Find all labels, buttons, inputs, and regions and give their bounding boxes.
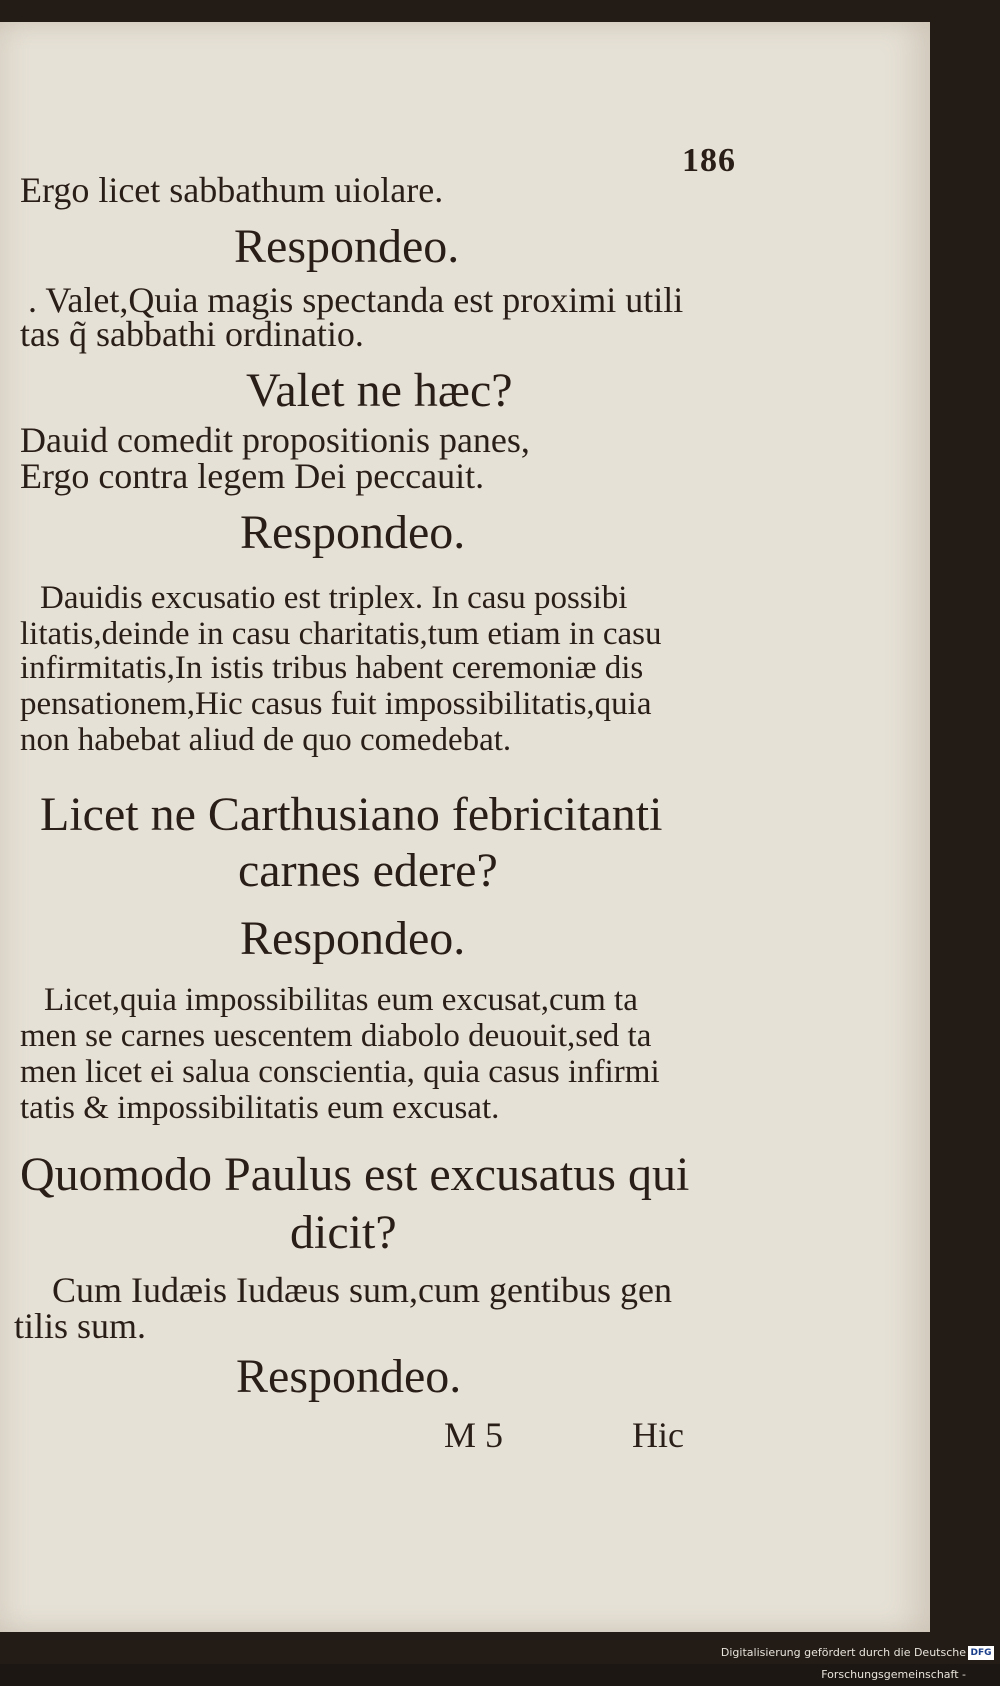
section-heading: carnes edere?	[238, 844, 498, 897]
text-line: Licet,quia impossibilitas eum excusat,cum ta	[44, 982, 638, 1018]
section-heading: Licet ne Carthusiano febricitanti	[40, 788, 663, 841]
text-line: Dauidis excusatio est triplex. In casu possibi	[40, 580, 628, 616]
text-line: Cum Iudæis Iudæus sum,cum gentibus gen	[52, 1270, 672, 1310]
signature-mark: M 5	[444, 1415, 504, 1455]
text-line: infirmitatis,In istis tribus habent ceremoniæ dis	[20, 650, 644, 686]
book-page	[0, 22, 930, 1632]
digitization-credit: Digitalisierung gefördert durch die Deutsche Forschungsgemeinschaft -	[720, 1646, 966, 1681]
text-line: non habebat aliud de quo comedebat.	[20, 722, 512, 758]
catchword: Hic	[632, 1415, 684, 1455]
section-heading: Respondeo.	[240, 912, 466, 965]
section-heading: Respondeo.	[236, 1350, 462, 1403]
text-line: Ergo licet sabbathum uiolare.	[20, 170, 444, 210]
section-heading: Respondeo.	[240, 506, 466, 559]
text-line: men se carnes uescentem diabolo deuouit,sed ta	[20, 1018, 652, 1054]
page-number: 186	[682, 142, 736, 179]
section-heading: dicit?	[290, 1206, 397, 1259]
text-line: tatis & impossibilitatis eum excusat.	[20, 1090, 500, 1126]
section-heading: Respondeo.	[234, 220, 460, 273]
text-line: . Valet,Quia magis spectanda est proximi utili	[28, 280, 684, 320]
text-line: tilis sum.	[14, 1306, 147, 1346]
text-line: Dauid comedit propositionis panes,	[20, 420, 530, 460]
section-heading: Valet ne hæc?	[246, 364, 513, 417]
section-heading: Quomodo Paulus est excusatus qui	[20, 1148, 690, 1201]
dfg-logo-icon: DFG	[968, 1646, 994, 1660]
text-line: tas q̃ sabbathi ordinatio.	[20, 314, 364, 354]
text-line: litatis,deinde in casu charitatis,tum etiam in casu	[20, 616, 662, 652]
text-line: men licet ei salua conscientia, quia casus infirmi	[20, 1054, 660, 1090]
text-line: pensationem,Hic casus fuit impossibilitatis,quia	[20, 686, 652, 722]
text-line: Ergo contra legem Dei peccauit.	[20, 456, 485, 496]
